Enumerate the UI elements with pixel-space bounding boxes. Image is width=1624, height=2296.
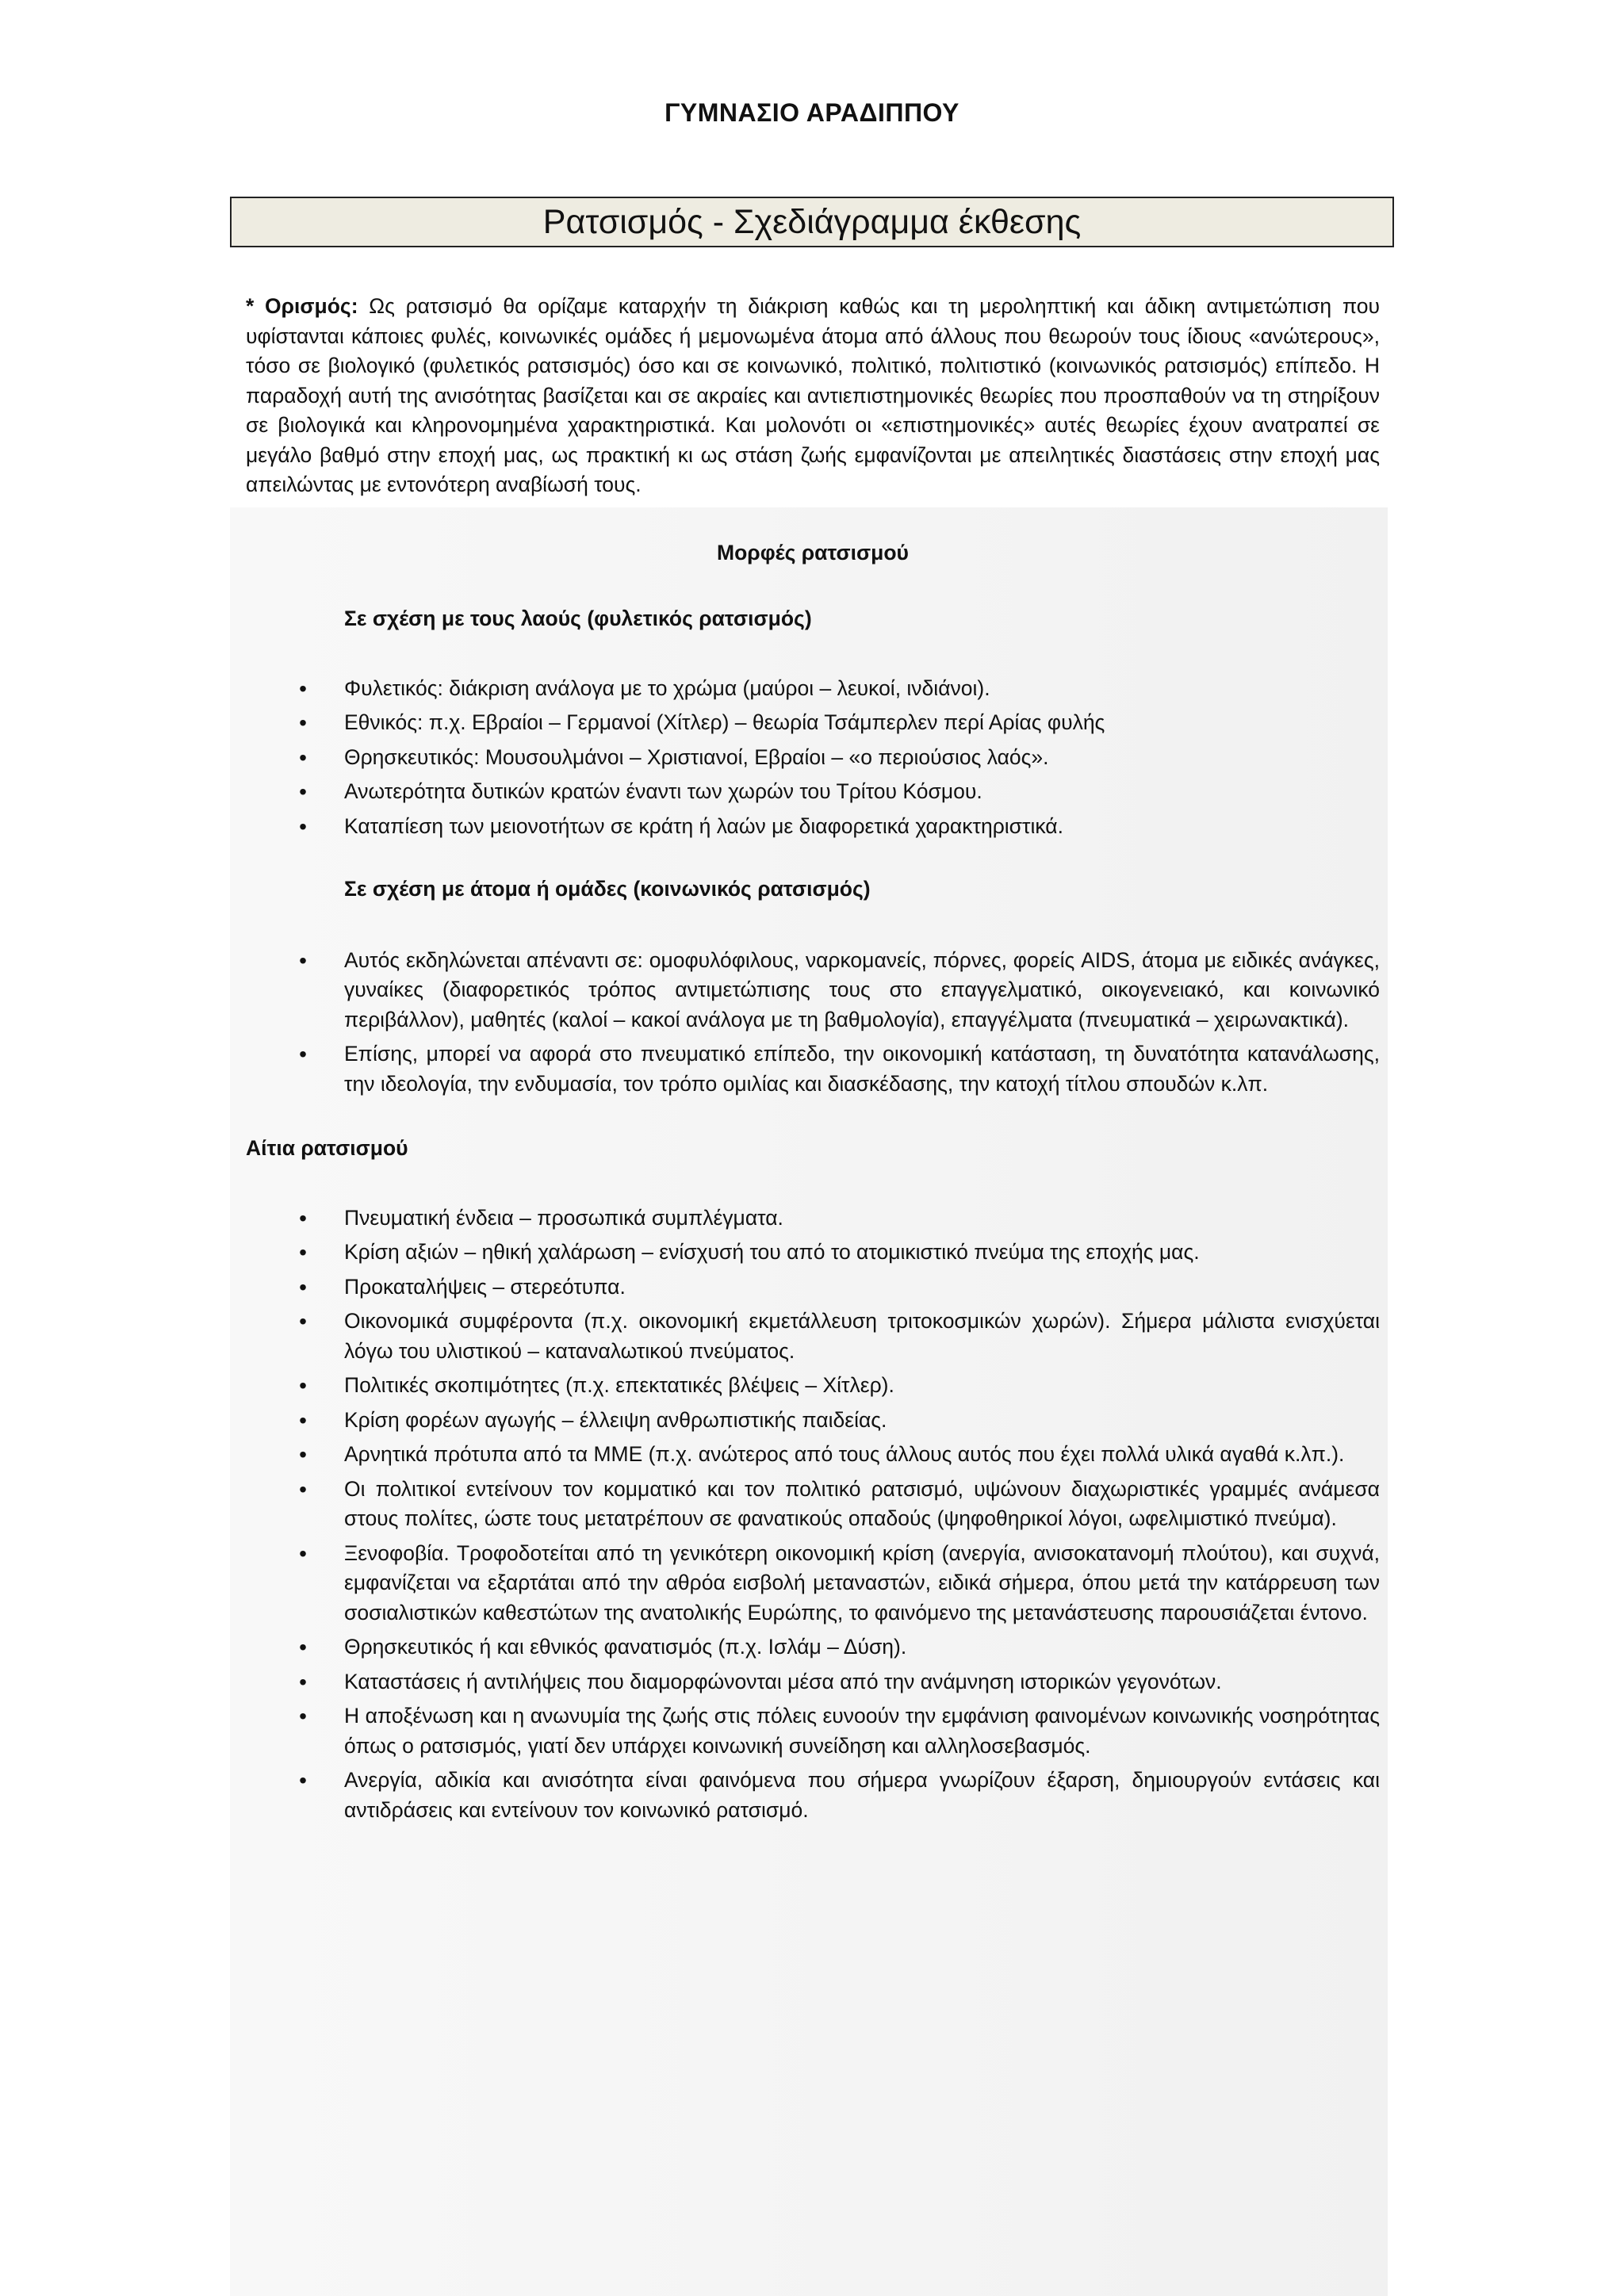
list-item: • Αυτός εκδηλώνεται απέναντι σε: ομοφυλόφιλους, ναρκομανείς, πόρνες, φορείς AIDS, άτομα με ειδικές ανάγκες, γυναίκες (διαφορετικός τρόπος αντιμετώπισης τους στο επαγγελματικό, οικογενειακό, και κοινωνικό περιβάλλον), μαθητές (καλοί – κακοί ανάλογα με τη βαθμολογία), επαγγέλματα (πνευματικά – χειρωνακτικά). [246,946,1380,1035]
causes-heading: Αίτια ρατσισμού [246,1136,408,1160]
bullet-icon: • [299,1669,307,1694]
document-body [246,292,1380,1830]
bullet-icon: • [299,779,307,804]
list-item: • Πνευματική ένδεια – προσωπικά συμπλέγματα. [246,1203,1380,1234]
list-item: • Οικονομικά συμφέροντα (π.χ. οικονομική εκμετάλλευση τριτοκοσμικών χωρών). Σήμερα μάλιστα ενισχύεται λόγω του υλιστικού – καταναλωτικού πνεύματος. [246,1307,1380,1366]
bullet-icon: • [299,710,307,735]
list-item: • Φυλετικός: διάκριση ανάλογα με το χρώμα (μαύροι – λευκοί, ινδιάνοι). [246,674,1380,704]
list-item: • Οι πολιτικοί εντείνουν τον κομματικό και τον πολιτικό ρατσισμό, υψώνουν διαχωριστικές γραμμές ανάμεσα στους πολίτες, ώστε τους μετατρέπουν σε φανατικούς οπαδούς (ψηφοθηρικοί λόγοι, ωφελιμιστικό πνεύμα). [246,1475,1380,1534]
bullet-icon: • [299,1540,307,1566]
bullet-icon: • [299,1704,307,1728]
school-name: ΓΥΜΝΑΣΙΟ ΑΡΑΔΙΠΠΟΥ [665,98,959,127]
bullet-icon: • [299,1373,307,1398]
racial-list [246,674,1380,842]
list-item: • Θρησκευτικός ή και εθνικός φανατισμός (π.χ. Ισλάμ – Δύση). [246,1632,1380,1663]
bullet-icon: • [299,1042,307,1066]
bullet-icon: • [299,1240,307,1265]
list-item: • Εθνικός: π.χ. Εβραίοι – Γερμανοί (Χίτλερ) – θεωρία Τσάμπερλεν περί Αρίας φυλής [246,708,1380,738]
social-heading: Σε σχέση με άτομα ή ομάδες (κοινωνικός ρατσισμός) [344,877,871,901]
list-item: • Επίσης, μπορεί να αφορά στο πνευματικό επίπεδο, την οικονομική κατάσταση, τη δυνατότητα κατανάλωσης, την ιδεολογία, την ενδυμασία, τον τρόπο ομιλίας και διασκέδασης, την κατοχή τίτλου σπουδών κ.λπ. [246,1039,1380,1099]
definition-text: Ως ρατσισμό θα ορίζαμε καταρχήν τη διάκριση καθώς και τη μεροληπτική και άδικη αντιμετώπιση που υφίστανται κάποιες φυλές, κοινωνικές ομάδες ή μεμονωμένα άτομα από άλλους που θεωρούν τους ίδιους «ανώτερους», τόσο σε βιολογικό (φυλετικός ρατσισμός) όσο και σε κοινωνικό, πολιτικό, πολιτιστικό (κοινωνικός ρατσισμός) επίπεδο. Η παραδοχή αυτή της ανισότητας βασίζεται και σε ακραίες και αντιεπιστημονικές θεωρίες που προσπαθούν να τη στηρίξουν σε βιολογικά και κληρονομημένα χαρακτηριστικά. Και μολονότι οι «επιστημονικές» αυτές θεωρίες έχουν ανατραπεί σε μεγάλο βαθμό στην εποχή μας, ως πρακτική κι ως στάση ζωής εμφανίζονται με απειλητικές διαστάσεις στην εποχή μας απειλώντας με εντονότερη αναβίωσή τους. [246,294,1380,496]
list-item: • Η αποξένωση και η ανωνυμία της ζωής στις πόλεις ευνοούν την εμφάνιση φαινομένων κοινωνικής νοσηρότητας όπως ο ρατσισμός, γιατί δεν υπάρχει κοινωνική συνείδηση και αλληλοσεβασμός. [246,1701,1380,1761]
list-item: • Κρίση φορέων αγωγής – έλλειψη ανθρωπιστικής παιδείας. [246,1406,1380,1436]
social-list [246,946,1380,1100]
bullet-icon: • [299,675,307,701]
bullet-icon: • [299,1476,307,1502]
bullet-icon: • [299,1635,307,1659]
causes-list [246,1203,1380,1826]
list-item: • Θρησκευτικός: Μουσουλμάνοι – Χριστιανοί, Εβραίοι – «ο περιούσιος λαός». [246,743,1380,773]
document-title: Ρατσισμός - Σχεδιάγραμμα έκθεσης [230,197,1394,247]
definition-label: * Ορισμός: [246,294,358,318]
forms-heading: Μορφές ρατσισμού [717,540,909,564]
bullet-icon: • [299,1407,307,1433]
list-item: • Καταπίεση των μειονοτήτων σε κράτη ή λαών με διαφορετικά χαρακτηριστικά. [246,812,1380,842]
definition-paragraph [246,292,1380,500]
bullet-icon: • [299,947,307,973]
bullet-icon: • [299,744,307,770]
bullet-icon: • [299,1768,307,1793]
list-item: • Αρνητικά πρότυπα από τα ΜΜΕ (π.χ. ανώτερος από τους άλλους αυτός που έχει πολλά υλικά αγαθά κ.λπ.). [246,1440,1380,1470]
bullet-icon: • [299,1205,307,1230]
bullet-icon: • [299,1309,307,1334]
bullet-icon: • [299,1274,307,1299]
list-item: • Προκαταλήψεις – στερεότυπα. [246,1272,1380,1303]
list-item: • Πολιτικές σκοπιμότητες (π.χ. επεκτατικές βλέψεις – Χίτλερ). [246,1371,1380,1401]
list-item: • Ανωτερότητα δυτικών κρατών έναντι των χωρών του Τρίτου Κόσμου. [246,777,1380,807]
racial-heading: Σε σχέση με τους λαούς (φυλετικός ρατσισμός) [344,607,812,630]
bullet-icon: • [299,813,307,839]
list-item: • Κρίση αξιών – ηθική χαλάρωση – ενίσχυσή του από το ατομικιστικό πνεύμα της εποχής μας. [246,1238,1380,1268]
list-item: • Καταστάσεις ή αντιλήψεις που διαμορφώνονται μέσα από την ανάμνηση ιστορικών γεγονότων. [246,1667,1380,1697]
list-item: • Ξενοφοβία. Τροφοδοτείται από τη γενικότερη οικονομική κρίση (ανεργία, ανισοκατανομή πλούτου), και συχνά, εμφανίζεται να εξαρτάται από την αθρόα εισβολή μεταναστών, ειδικά σήμερα, όπου μετά την κατάρρευση των σοσιαλιστικών καθεστώτων της ανατολικής Ευρώπης, το φαινόμενο της μετανάστευσης παρουσιάζεται έντονο. [246,1539,1380,1628]
list-item: • Ανεργία, αδικία και ανισότητα είναι φαινόμενα που σήμερα γνωρίζουν έξαρση, δημιουργούν εντάσεις και αντιδράσεις και εντείνουν τον κοινωνικό ρατσισμό. [246,1766,1380,1825]
bullet-icon: • [299,1442,307,1467]
